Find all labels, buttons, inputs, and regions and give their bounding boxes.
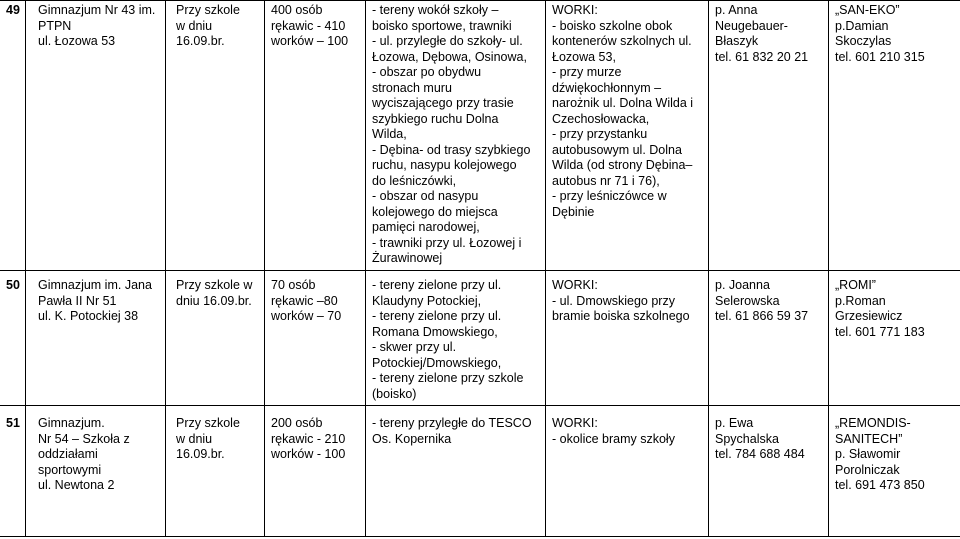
company-cell [835,416,925,494]
area-line: - tereny zielone przy ul. [372,309,502,323]
school-line: ul. Łozowa 53 [38,34,116,48]
bags-line: - przy murze [552,65,622,79]
school-line: Nr 54 – Szkoła z [38,431,130,446]
area-line: Wilda, [372,127,407,141]
area-line: do leśniczówki, [372,173,457,188]
school-cell [38,278,152,325]
school-line: ul. K. Potockiej 38 [38,309,139,323]
areas-cell [372,416,532,447]
area-line: - tereny zielone przy szkole [372,371,524,385]
coordinator-line: tel. 61 832 20 21 [715,49,809,64]
when-cell [176,278,252,309]
row-divider [0,405,960,406]
column-divider [264,0,265,537]
people-cell [271,278,341,325]
coordinator-line: Neugebauer- [715,18,788,33]
area-line: - tereny przyległe do TESCO [372,416,532,430]
when-line: w dniu [176,431,213,446]
area-line: Łozowa, Dębowa, Osinowa, [372,49,527,64]
bags-line: - przy przystanku [552,127,648,141]
school-line: Gimnazjum im. Jana [38,278,152,292]
row-divider [0,0,960,1]
area-line: - obszar po obydwu [372,65,482,79]
company-line: tel. 691 473 850 [835,478,925,492]
company-line: Porolniczak [835,462,900,477]
bags-cell [552,416,675,447]
coordinator-cell [715,3,808,65]
area-line: - obszar od nasypu [372,189,479,203]
school-line: Pawła II Nr 51 [38,293,117,308]
company-line: p.Damian [835,18,889,33]
school-line: Gimnazjum. [38,416,105,430]
school-line: PTPN [38,18,72,33]
column-divider [25,0,26,537]
company-line: p.Roman [835,293,886,308]
area-line: - trawniki przy ul. Łozowej i [372,235,522,250]
company-line: „ROMI” [835,278,876,292]
bags-line: dźwiękochłonnym – [552,80,662,95]
school-line: sportowymi [38,462,102,477]
bags-line: - przy leśniczówce w [552,189,667,203]
coordinator-line: p. Joanna [715,278,770,292]
area-line: Klaudyny Potockiej, [372,293,482,308]
coordinator-line: tel. 61 866 59 37 [715,309,809,323]
people-line: worków - 100 [271,447,346,461]
area-line: wyciszającego przy trasie [372,96,514,110]
school-line: oddziałami [38,447,98,461]
school-cell [38,416,130,494]
bags-line: autobus nr 71 i 76), [552,173,660,188]
row-divider [0,536,960,537]
when-line: 16.09.br. [176,34,225,48]
company-line: „SAN-EKO” [835,3,900,17]
row-number: 51 [6,416,20,430]
row-number: 50 [6,278,20,292]
area-line: stronach muru [372,80,452,95]
company-line: tel. 601 771 183 [835,324,925,339]
school-line: Gimnazjum Nr 43 im. [38,3,156,17]
area-line: - Dębina- od trasy szybkiego [372,142,531,157]
school-line: ul. Newtona 2 [38,478,115,492]
bags-cell [552,3,693,220]
people-line: worków – 100 [271,34,349,48]
column-divider [365,0,366,537]
people-line: rękawic - 410 [271,18,346,33]
company-cell [835,278,925,340]
coordinator-line: p. Ewa [715,416,754,430]
area-line: ruchu, nasypu kolejowego [372,158,517,172]
when-line: 16.09.br. [176,447,225,461]
row-number: 49 [6,3,20,17]
bags-line: Wilda (od strony Dębina– [552,158,693,172]
bags-line: - ul. Dmowskiego przy [552,293,675,308]
coordinator-line: Błaszyk [715,34,759,48]
row-divider [0,270,960,271]
bags-line: - okolice bramy szkoły [552,431,675,446]
area-line: - ul. przyległe do szkoły- ul. [372,34,523,48]
area-line: Żurawinowej [372,251,443,265]
area-line: - tereny zielone przy ul. [372,278,502,292]
column-divider [545,0,546,537]
company-line: Grzesiewicz [835,309,903,323]
area-line: - skwer przy ul. [372,340,457,354]
coordinator-cell [715,278,808,325]
when-line: Przy szkole [176,3,240,17]
people-line: rękawic - 210 [271,431,346,446]
company-cell [835,3,925,65]
bags-line: Łozowa 53, [552,49,616,64]
company-line: tel. 601 210 315 [835,49,925,64]
when-line: Przy szkole [176,416,240,430]
bags-line: - boisko szkolne obok [552,18,673,33]
company-line: Skoczylas [835,34,892,48]
coordinator-line: tel. 784 688 484 [715,447,805,461]
column-divider [828,0,829,537]
area-line: szybkiego ruchu Dolna [372,111,499,126]
bags-line: WORKI: [552,416,598,430]
area-line: Os. Kopernika [372,431,452,446]
school-cell [38,3,155,50]
when-cell [176,3,240,50]
bags-line: WORKI: [552,278,598,292]
bags-line: WORKI: [552,3,598,17]
people-line: 400 osób [271,3,323,17]
people-line: 70 osób [271,278,316,292]
area-line: pamięci narodowej, [372,220,480,234]
coordinator-line: p. Anna [715,3,758,17]
coordinator-line: Spychalska [715,431,779,446]
bags-line: bramie boiska szkolnego [552,309,690,323]
area-line: Romana Dmowskiego, [372,324,498,339]
company-line: SANITECH” [835,431,903,446]
when-line: dniu 16.09.br. [176,293,252,308]
bags-line: Dębinie [552,204,595,219]
people-line: 200 osób [271,416,323,430]
area-line: Potockiej/Dmowskiego, [372,355,502,370]
area-line: (boisko) [372,386,417,401]
column-divider [165,0,166,537]
company-line: „REMONDIS- [835,416,911,430]
area-line: boisko sportowe, trawniki [372,18,512,33]
people-line: rękawic –80 [271,293,338,308]
bags-line: autobusowym ul. Dolna [552,142,682,157]
column-divider [708,0,709,537]
company-line: p. Sławomir [835,447,901,461]
areas-cell [372,278,523,402]
bags-cell [552,278,690,325]
people-cell [271,3,348,50]
coordinator-line: Selerowska [715,293,780,308]
bags-line: narożnik ul. Dolna Wilda i [552,96,694,110]
when-cell [176,416,240,463]
bags-line: Czechosłowacka, [552,111,650,126]
areas-cell [372,3,530,267]
people-cell [271,416,345,463]
bags-line: kontenerów szkolnych ul. [552,34,692,48]
when-line: Przy szkole w [176,278,253,292]
coordinator-cell [715,416,805,463]
area-line: - tereny wokół szkoły – [372,3,499,17]
people-line: worków – 70 [271,309,342,323]
when-line: w dniu [176,18,213,33]
area-line: kolejowego do miejsca [372,204,498,219]
